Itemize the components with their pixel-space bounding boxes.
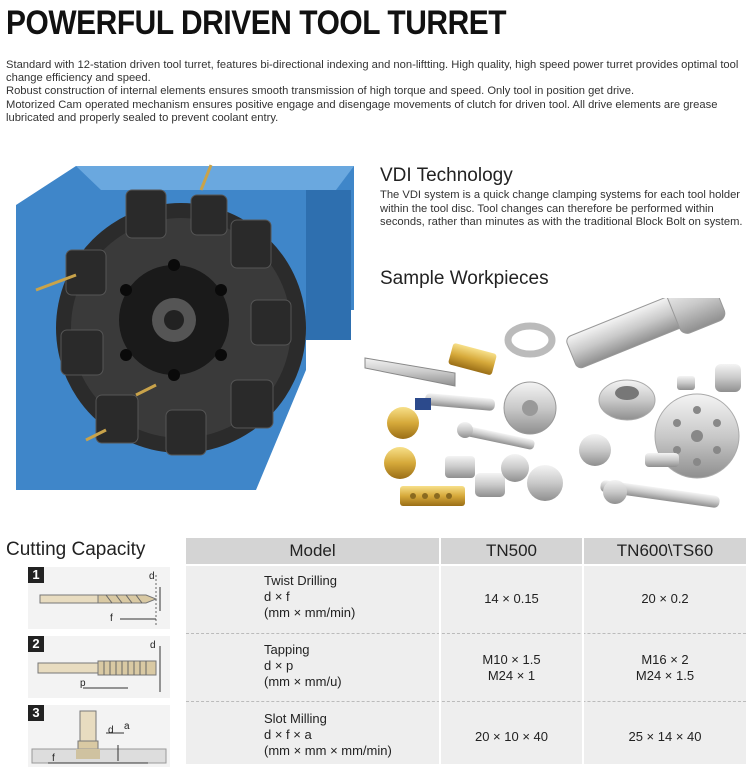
twist-drill-diagram [28, 567, 170, 629]
capacity-value: 25 × 14 × 40 [628, 729, 702, 744]
operation-name: Twist Drilling [264, 573, 337, 588]
header-tn600: TN600\TS60 [584, 538, 746, 564]
intro-paragraph: Robust construction of internal elements ensures smooth transmission of high torque and speed. Only tool in position get drive. [6, 85, 635, 98]
dim-label: d [150, 640, 156, 651]
capacity-value: 14 × 0.15 [484, 591, 539, 606]
dim-label: a [124, 721, 130, 732]
page-title: POWERFUL DRIVEN TOOL TURRET [6, 4, 507, 42]
capacity-value: M24 × 1.5 [635, 668, 695, 683]
model-cell [264, 711, 392, 759]
capacity-value: M16 × 2 [641, 652, 689, 667]
operation-units: (mm × mm/u) [264, 674, 342, 689]
operation-formula: d × p [264, 658, 294, 673]
row-number: 2 [28, 636, 44, 652]
twist-drill-icon [28, 567, 170, 629]
capacity-value: 20 × 0.2 [641, 591, 689, 606]
tn600-cell [584, 729, 746, 745]
operation-units: (mm × mm/min) [264, 605, 356, 620]
dim-label: p [80, 678, 86, 689]
capacity-value: M24 × 1 [487, 668, 536, 683]
capacity-value: M10 × 1.5 [482, 652, 541, 667]
row-separator [186, 633, 746, 634]
tn600-cell [584, 591, 746, 607]
tn500-cell [441, 652, 582, 684]
capacity-value: 20 × 10 × 40 [474, 729, 548, 744]
slot-milling-diagram [28, 705, 170, 767]
intro-paragraph: Standard with 12-station driven tool turret, features bi-directional indexing and non-liftting. High quality, high speed power turret provides optimal tool change efficiency and speed. [6, 59, 739, 85]
model-cell [264, 573, 355, 621]
tn500-cell [441, 591, 582, 607]
cutting-capacity-title: Cutting Capacity [6, 539, 146, 560]
workpieces-heading: Sample Workpieces [380, 268, 549, 289]
row-number: 3 [28, 705, 44, 721]
dim-label: d [108, 725, 114, 736]
turret-image [6, 160, 354, 490]
row-separator [186, 701, 746, 702]
workpieces-image [355, 298, 747, 520]
end-mill-icon [28, 705, 170, 767]
vdi-heading: VDI Technology [380, 165, 513, 186]
operation-units: (mm × mm × mm/min) [264, 743, 392, 758]
dim-label: d [149, 571, 155, 582]
intro-text [6, 59, 746, 125]
vdi-description: The VDI system is a quick change clamping systems for each tool holder within the tool disc. Tool changes can therefore be performed within seconds, rather than minutes as with the traditional Block Bolt on system. [380, 189, 743, 228]
model-cell [264, 642, 342, 690]
operation-name: Slot Milling [264, 711, 327, 726]
header-model: Model [186, 538, 439, 564]
operation-formula: d × f [264, 589, 290, 604]
tap-icon [28, 636, 170, 698]
dim-label: f [110, 613, 113, 624]
row-number: 1 [28, 567, 44, 583]
operation-name: Tapping [264, 642, 310, 657]
header-tn500: TN500 [441, 538, 582, 564]
operation-formula: d × f × a [264, 727, 312, 742]
tapping-diagram [28, 636, 170, 698]
dim-label: f [52, 753, 55, 764]
intro-paragraph: Motorized Cam operated mechanism ensures positive engage and disengage movements of clutch for driven tool. All drive elements are grease lubricated and properly sealed to prevent coolant entry. [6, 98, 718, 124]
tn600-cell [584, 652, 746, 684]
tn500-cell [441, 729, 582, 745]
